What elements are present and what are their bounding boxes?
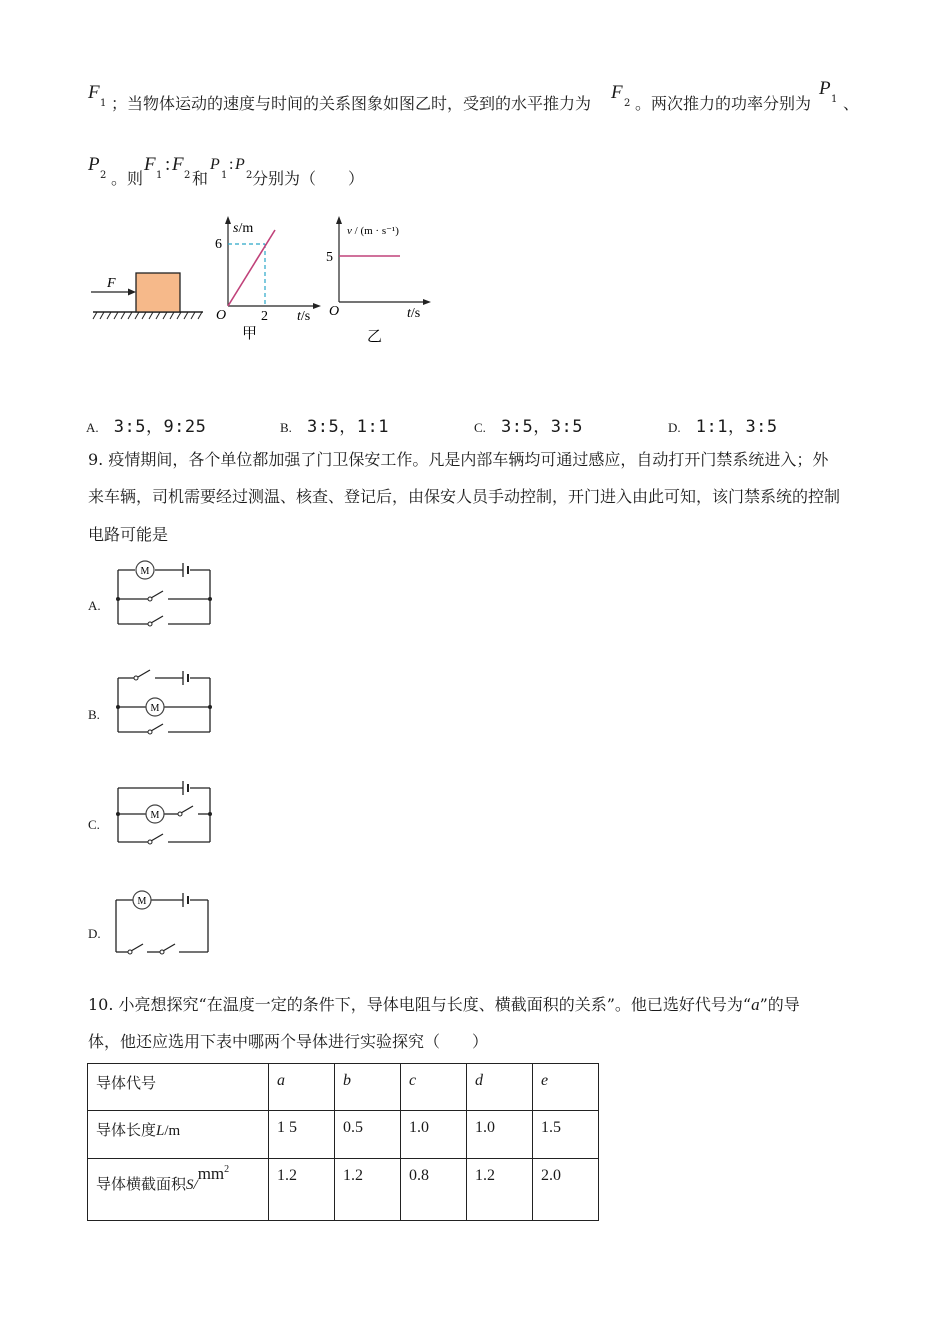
q10-code-a: a	[751, 995, 760, 1014]
yi-ytick: 5	[326, 250, 333, 265]
q9-option-d-label[interactable]: D.	[88, 926, 101, 941]
q8-line2-text-a: 。则	[111, 169, 144, 188]
yi-ylabel: v / (m · s⁻¹)	[347, 225, 399, 237]
q9-line2: 来车辆，司机需要经过测温、核查、登记后，由保安人员手动控制，开门进入由此可知，该门禁系统的控制	[88, 487, 841, 506]
q8-line1-text-c: 、	[843, 94, 860, 113]
p1-subscript: 1	[831, 94, 838, 105]
q9-option-b-label[interactable]: B.	[88, 707, 100, 722]
motor-symbol: M	[150, 703, 160, 714]
yi-origin: O	[329, 304, 340, 319]
circuit-c[interactable]	[110, 774, 220, 850]
ratio-colon: :	[165, 154, 171, 175]
length-label: 导体长度L/m	[88, 1111, 269, 1159]
p2-symbol: P	[88, 154, 100, 175]
length-c: 1.0	[401, 1111, 467, 1159]
ratio-f2: F	[172, 154, 184, 175]
yi-caption: 乙	[367, 329, 383, 345]
q10-line1	[88, 993, 800, 1017]
jia-ytick: 6	[215, 237, 222, 252]
motor-symbol: M	[150, 810, 160, 821]
option-value: 3:5，1:1	[307, 417, 389, 437]
q8-option-d[interactable]	[668, 412, 778, 437]
ground-surface	[93, 312, 203, 319]
header-a: a	[269, 1064, 335, 1111]
q9-line1: 9. 疫情期间，各个单位都加强了门卫保安工作。凡是内部车辆均可通过感应，自动打开门禁系统进入；外	[88, 450, 829, 469]
q8-line1-text-b: 。两次推力的功率分别为	[635, 94, 812, 113]
conductor-table	[87, 1063, 599, 1221]
area-a: 1.2	[269, 1159, 335, 1221]
jia-caption: 甲	[242, 326, 258, 342]
q9-line3: 电路可能是	[88, 525, 169, 544]
option-label: A.	[86, 420, 99, 435]
header-c: c	[401, 1064, 467, 1111]
p1-symbol: P	[819, 78, 831, 99]
ratio-p1-sub: 1	[221, 170, 228, 181]
q9-option-a-label[interactable]: A.	[88, 598, 101, 613]
f1-symbol: F	[88, 82, 100, 103]
q10-line1-text-b: ”的导	[759, 995, 800, 1014]
length-a: 1 5	[269, 1111, 335, 1159]
motor-symbol: M	[140, 566, 150, 577]
area-c: 0.8	[401, 1159, 467, 1221]
q8-line2-text-b: 分别为（ ）	[252, 169, 365, 188]
q8-line2-he: 和	[192, 169, 209, 188]
block	[136, 273, 180, 312]
q10-line2: 体，他还应选用下表中哪两个导体进行实验探究（ ）	[88, 1032, 489, 1051]
area-b: 1.2	[335, 1159, 401, 1221]
q9-option-c-label[interactable]: C.	[88, 817, 100, 832]
ratio-f2-sub: 2	[184, 170, 191, 181]
length-d: 1.0	[467, 1111, 533, 1159]
header-code: 导体代号	[88, 1064, 269, 1111]
ratio-p2: P	[235, 156, 245, 173]
header-b: b	[335, 1064, 401, 1111]
area-label: 导体横截面积$S/mm^2$	[88, 1159, 269, 1221]
ratio-f1: F	[144, 154, 156, 175]
option-label: B.	[280, 420, 292, 435]
option-value: 3:5，3:5	[501, 417, 583, 437]
force-label: F	[107, 276, 116, 291]
jia-origin: O	[216, 308, 227, 323]
jia-xlabel: t/s	[297, 309, 311, 324]
ratio-f1-sub: 1	[156, 170, 163, 181]
jia-xtick: 2	[261, 309, 268, 324]
p2-subscript: 2	[100, 170, 107, 181]
circuit-d[interactable]	[110, 884, 220, 960]
table-row-length	[88, 1111, 599, 1159]
q8-figure	[85, 210, 445, 350]
ratio-colon-2: :	[229, 156, 234, 173]
ratio-p1: P	[210, 156, 220, 173]
q8-option-a[interactable]	[86, 412, 206, 437]
q8-option-c[interactable]	[474, 412, 583, 437]
option-value: 1:1，3:5	[695, 417, 778, 437]
option-label: C.	[474, 420, 486, 435]
circuit-a[interactable]	[110, 556, 220, 632]
ratio-p2-sub: 2	[246, 170, 253, 181]
option-value: 3:5，9:25	[113, 417, 207, 437]
circuit-b[interactable]	[110, 664, 220, 740]
area-e: 2.0	[533, 1159, 599, 1221]
table-row-area	[88, 1159, 599, 1221]
f1-subscript: 1	[100, 98, 107, 109]
yi-xlabel: t/s	[407, 306, 421, 321]
area-d: 1.2	[467, 1159, 533, 1221]
header-e: e	[533, 1064, 599, 1111]
f2-subscript: 2	[624, 98, 631, 109]
table-header-row	[88, 1064, 599, 1111]
jia-line	[228, 230, 275, 306]
length-b: 0.5	[335, 1111, 401, 1159]
f2-symbol: F	[611, 82, 623, 103]
q8-line1-text-a: ；当物体运动的速度与时间的关系图象如图乙时，受到的水平推力为	[111, 94, 592, 113]
header-d: d	[467, 1064, 533, 1111]
q10-line1-text-a: 10. 小亮想探究“在温度一定的条件下，导体电阻与长度、横截面积的关系”。他已选好代号为“	[88, 995, 752, 1014]
motor-symbol: M	[137, 896, 147, 907]
jia-ylabel: s/m	[233, 221, 254, 236]
q8-option-b[interactable]	[280, 412, 389, 437]
option-label: D.	[668, 420, 681, 435]
length-e: 1.5	[533, 1111, 599, 1159]
